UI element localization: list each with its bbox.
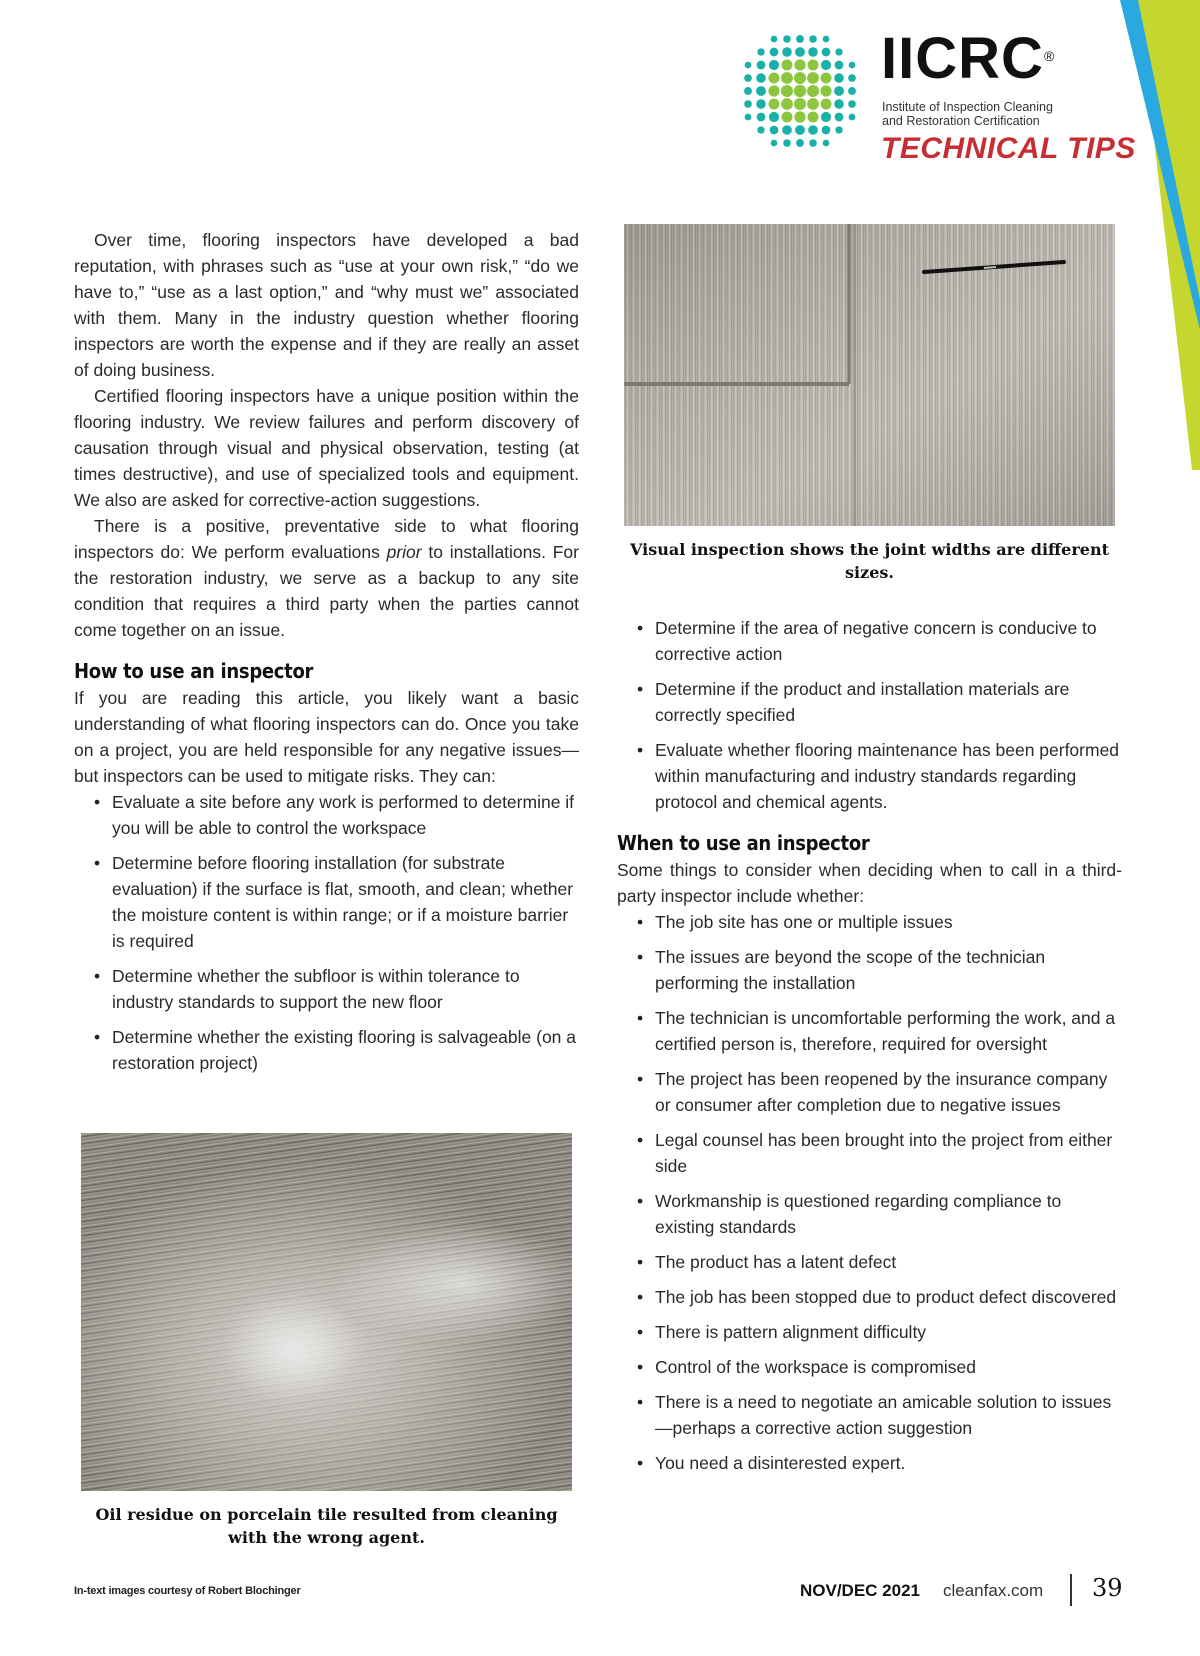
globe-dot <box>822 48 831 57</box>
porcelain-tile-image <box>81 1133 572 1491</box>
list-item: • The job has been stopped due to product defect discovered <box>655 1284 1122 1310</box>
globe-dot <box>744 100 752 108</box>
globe-dot <box>781 72 793 84</box>
globe-dot <box>796 139 804 147</box>
photo-caption-right: Visual inspection shows the joint widths are different sizes. <box>629 540 1109 582</box>
globe-dot <box>783 139 791 147</box>
globe-dot <box>808 112 819 123</box>
globe-dot <box>822 126 831 135</box>
globe-dot <box>821 99 832 110</box>
text-run: There is a positive, preventative side to what flooring inspectors do: We perform evaluations <box>74 516 579 562</box>
globe-dot <box>744 87 752 95</box>
list-item: • The technician is uncomfortable performing the work, and a certified person is, therefore, required for oversight <box>655 1005 1122 1057</box>
globe-dot <box>795 47 805 57</box>
list-item: • Determine if the area of negative concern is conducive to corrective action <box>655 615 1122 667</box>
globe-dot <box>848 100 856 108</box>
globe-dot <box>782 60 793 71</box>
list-item: • Evaluate whether flooring maintenance has been performed within manufacturing and industry standards regarding protocol and chemical agents. <box>655 737 1122 815</box>
footer-divider <box>1070 1574 1072 1606</box>
list-item: • Evaluate a site before any work is performed to determine if you will be able to control the workspace <box>112 789 579 841</box>
globe-dot <box>794 59 805 70</box>
bullet-list-continued <box>617 615 1122 815</box>
globe-dot <box>834 73 844 83</box>
right-column <box>617 615 1122 1485</box>
globe-dot <box>783 35 791 43</box>
globe-dot <box>808 60 819 71</box>
globe-dot <box>823 140 830 147</box>
heading-paragraph: Some things to consider when deciding when to call in a third-party inspector include whether: <box>617 860 1122 906</box>
section-tag: TECHNICAL TIPS <box>881 132 1136 165</box>
globe-dot <box>782 125 792 135</box>
section-heading-how: How to use an inspector <box>74 659 314 683</box>
globe-dot <box>745 62 752 69</box>
globe-dot <box>835 48 842 55</box>
globe-dot <box>848 74 856 82</box>
globe-dot <box>771 140 778 147</box>
globe-dot <box>782 112 793 123</box>
globe-dot <box>834 86 844 96</box>
list-item: • Workmanship is questioned regarding compliance to existing standards <box>655 1188 1122 1240</box>
brand-subtitle-line1: Institute of Inspection Cleaning <box>882 100 1053 114</box>
globe-dot <box>770 126 779 135</box>
globe-dot <box>808 47 818 57</box>
iicrc-logo <box>733 24 1136 174</box>
globe-dot <box>796 35 804 43</box>
tile-floor-image <box>624 224 1115 526</box>
globe-dot <box>781 85 793 97</box>
globe-dot <box>794 111 805 122</box>
image-credit: In-text images courtesy of Robert Blochinger <box>74 1585 301 1597</box>
globe-dot <box>768 85 779 96</box>
globe-dot <box>794 72 806 84</box>
list-item: • Legal counsel has been brought into the project from either side <box>655 1127 1122 1179</box>
globe-dot <box>771 36 778 43</box>
list-item: • The project has been reopened by the insurance company or consumer after completion due to negative issues <box>655 1066 1122 1118</box>
bullet-list <box>74 789 579 1076</box>
globe-dot <box>757 126 764 133</box>
globe-dot <box>757 48 764 55</box>
globe-dot <box>756 73 766 83</box>
heading-paragraph: If you are reading this article, you likely want a basic understanding of what flooring inspectors can do. Once you take on a project, you are held responsible for any negative issues—but inspectors can be used to mitigate risks. They can: <box>74 688 579 786</box>
globe-dot <box>820 85 831 96</box>
globe-dot <box>849 62 856 69</box>
globe-dot <box>770 48 779 57</box>
globe-dot <box>809 35 817 43</box>
globe-dot <box>809 139 817 147</box>
globe-dot <box>781 98 793 110</box>
photo-tile-joints <box>624 224 1115 526</box>
globe-dot <box>744 74 752 82</box>
list-item: • There is a need to negotiate an amicable solution to issues—perhaps a corrective action suggestion <box>655 1389 1122 1441</box>
globe-dot <box>849 114 856 121</box>
list-item: • There is pattern alignment difficulty <box>655 1319 1122 1345</box>
globe-dot <box>807 72 819 84</box>
left-column <box>74 227 579 1085</box>
globe-dot <box>756 99 766 109</box>
globe-dot <box>782 47 792 57</box>
globe-dot <box>835 113 844 122</box>
photo-oil-residue <box>81 1133 572 1491</box>
website-link[interactable]: cleanfax.com <box>943 1581 1044 1600</box>
globe-dot <box>794 85 806 97</box>
globe-dot <box>795 125 805 135</box>
page-number: 39 <box>1092 1574 1123 1602</box>
globe-dot <box>823 36 830 43</box>
list-item: • The issues are beyond the scope of the technician performing the installation <box>655 944 1122 996</box>
globe-dot <box>769 73 780 84</box>
issue-date: NOV/DEC 2021 <box>800 1581 920 1600</box>
globe-dot <box>769 112 779 122</box>
brand-subtitle-line2: and Restoration Certification <box>882 114 1040 128</box>
globe-dot <box>821 112 831 122</box>
globe-dot <box>835 126 842 133</box>
globe-dot <box>769 99 780 110</box>
list-item: • Determine before flooring installation (for substrate evaluation) if the surface is flat, smooth, and clean; whether the moisture content is within range; or if a moisture barrier is required <box>112 850 579 954</box>
globe-dot <box>756 86 766 96</box>
globe-dot <box>834 99 844 109</box>
list-item: • Determine whether the existing flooring is salvageable (on a restoration project) <box>112 1024 579 1076</box>
italic-text: prior <box>386 542 422 562</box>
text-run: to installations. For the restoration industry, we serve as a backup to any site condition that requires a third party when the parties cannot come together on an issue. <box>74 542 579 640</box>
registered-mark: ® <box>1044 48 1055 64</box>
globe-dot <box>808 125 818 135</box>
globe-dot <box>821 60 831 70</box>
brand-name: IICRC <box>881 26 1044 91</box>
globe-dot <box>835 61 844 70</box>
intro-paragraph: Over time, flooring inspectors have developed a bad reputation, with phrases such as “use at your own risk,” “do we have to,” “use as a last option,” and “why must we” associated with them. Many in the industry question whether flooring inspectors are worth the expense and if they are really an asset of doing business. <box>74 230 579 380</box>
globe-dot <box>794 98 806 110</box>
list-item: • The product has a latent defect <box>655 1249 1122 1275</box>
globe-dot <box>807 85 819 97</box>
globe-dot <box>807 98 819 110</box>
intro-paragraph-3 <box>74 513 579 643</box>
list-item: • The job site has one or multiple issues <box>655 909 1122 935</box>
list-item: • Control of the workspace is compromised <box>655 1354 1122 1380</box>
globe-icon <box>733 24 867 158</box>
globe-dot <box>848 87 856 95</box>
globe-dot <box>769 60 779 70</box>
bullet-list <box>617 909 1122 1476</box>
globe-dot <box>757 113 766 122</box>
section-heading-when: When to use an inspector <box>617 831 870 855</box>
globe-dot <box>757 61 766 70</box>
globe-dot <box>821 73 832 84</box>
globe-dot <box>745 114 752 121</box>
list-item: • You need a disinterested expert. <box>655 1450 1122 1476</box>
intro-paragraph: Certified flooring inspectors have a unique position within the flooring industry. We review failures and perform discovery of causation through visual and physical observation, testing (at times destructive), and use of specialized tools and equipment. We also are asked for corrective-action suggestions. <box>74 386 579 510</box>
list-item: • Determine if the product and installation materials are correctly specified <box>655 676 1122 728</box>
list-item: • Determine whether the subfloor is within tolerance to industry standards to support the new floor <box>112 963 579 1015</box>
photo-caption-left: Oil residue on porcelain tile resulted from cleaning with the wrong agent. <box>95 1505 558 1547</box>
